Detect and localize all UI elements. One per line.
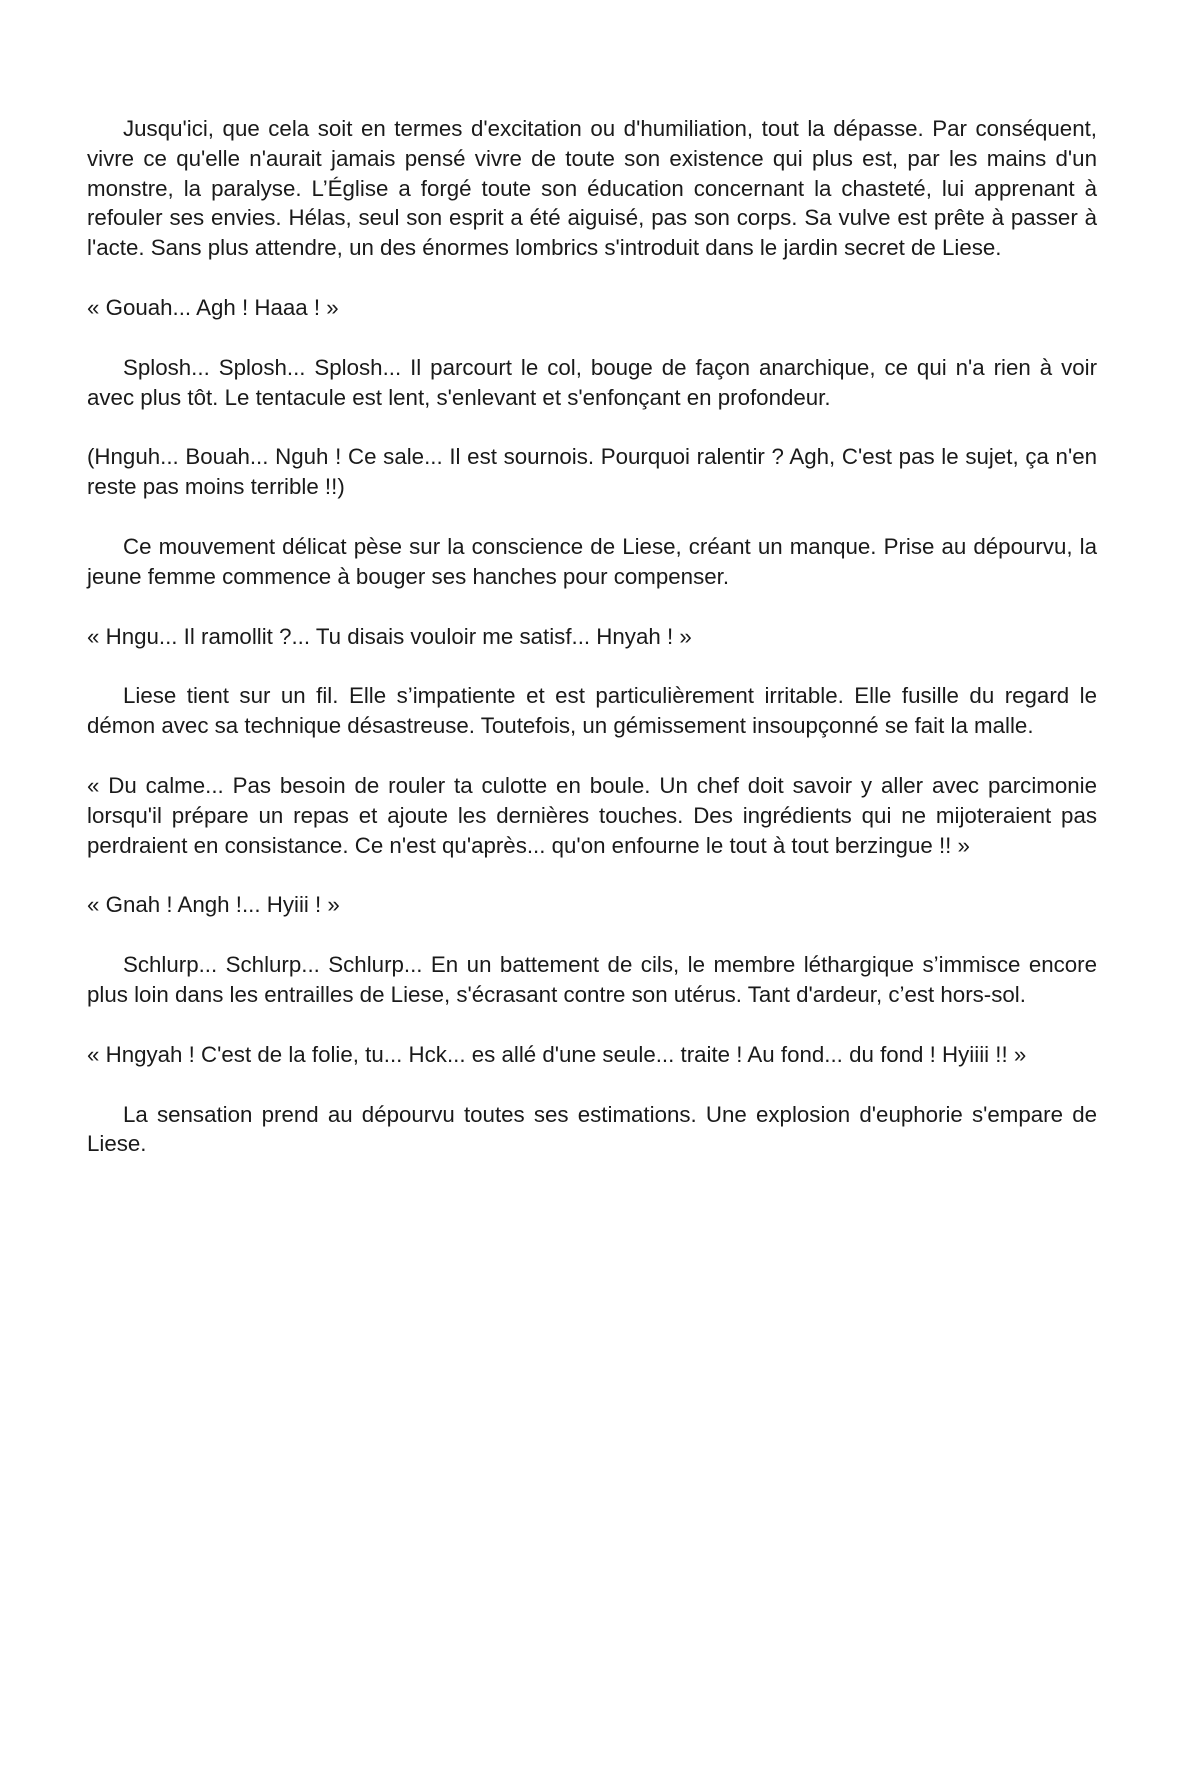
narration-paragraph: La sensation prend au dépourvu toutes ses estimations. Une explosion d'euphorie s'empare de Liese. (87, 1101, 1097, 1157)
dialogue-paragraph: « Gnah ! Angh !... Hyiii ! » (87, 892, 340, 918)
dialogue-paragraph: (Hnguh... Bouah... Nguh ! Ce sale... Il est sournois. Pourquoi ralentir ? Agh, C'est pas le sujet, ça n'en reste pas moins terrible !!) (87, 444, 1097, 500)
narration-paragraph: Ce mouvement délicat pèse sur la conscience de Liese, créant un manque. Prise au dépourvu, la jeune femme commence à bouger ses hanches pour compenser. (87, 533, 1097, 589)
narration-paragraph: Schlurp... Schlurp... Schlurp... En un battement de cils, le membre léthargique s’immisce encore plus loin dans les entrailles de Liese, s'écrasant contre son utérus. Tant d'ardeur, c’est hors-sol. (87, 952, 1097, 1007)
narration-paragraph: Liese tient sur un fil. Elle s’impatiente et est particulièrement irritable. Elle fusille du regard le démon avec sa technique désastreuse. Toutefois, un gémissement insoupçonné se fait la malle. (87, 683, 1097, 739)
dialogue-paragraph: « Hngu... Il ramollit ?... Tu disais vouloir me satisf... Hnyah ! » (87, 623, 692, 649)
dialogue-paragraph: « Hngyah ! C'est de la folie, tu... Hck... es allé d'une seule... traite ! Au fond... du fond ! Hyiiii !! » (87, 1041, 1027, 1067)
dialogue-paragraph: « Gouah... Agh ! Haaa ! » (87, 294, 339, 320)
narration-paragraph: Splosh... Splosh... Splosh... Il parcourt le col, bouge de façon anarchique, ce qui n'a rien à voir avec plus tôt. Le tentacule est lent, s'enlevant et s'enfonçant en profondeur. (87, 354, 1097, 410)
document-page (87, 114, 1097, 1159)
dialogue-paragraph: « Du calme... Pas besoin de rouler ta culotte en boule. Un chef doit savoir y aller avec parcimonie lorsqu'il prépare un repas et ajoute les dernières touches. Des ingrédients qui ne mijoteraient pas perdraient en consistance. Ce n'est qu'après... qu'on enfourne le tout à tout berzingue !! » (87, 772, 1097, 858)
narration-paragraph: Jusqu'ici, que cela soit en termes d'excitation ou d'humiliation, tout la dépasse. Par conséquent, vivre ce qu'elle n'aurait jamais pensé vivre de toute son existence qui plus est, par les mains d'un monstre, la paralyse. L’Église a forgé toute son éducation concernant la chasteté, lui apprenant à refouler ses envies. Hélas, seul son esprit a été aiguisé, pas son corps. Sa vulve est prête à passer à l'acte. Sans plus attendre, un des énormes lombrics s'introduit dans le jardin secret de Liese. (87, 116, 1097, 261)
